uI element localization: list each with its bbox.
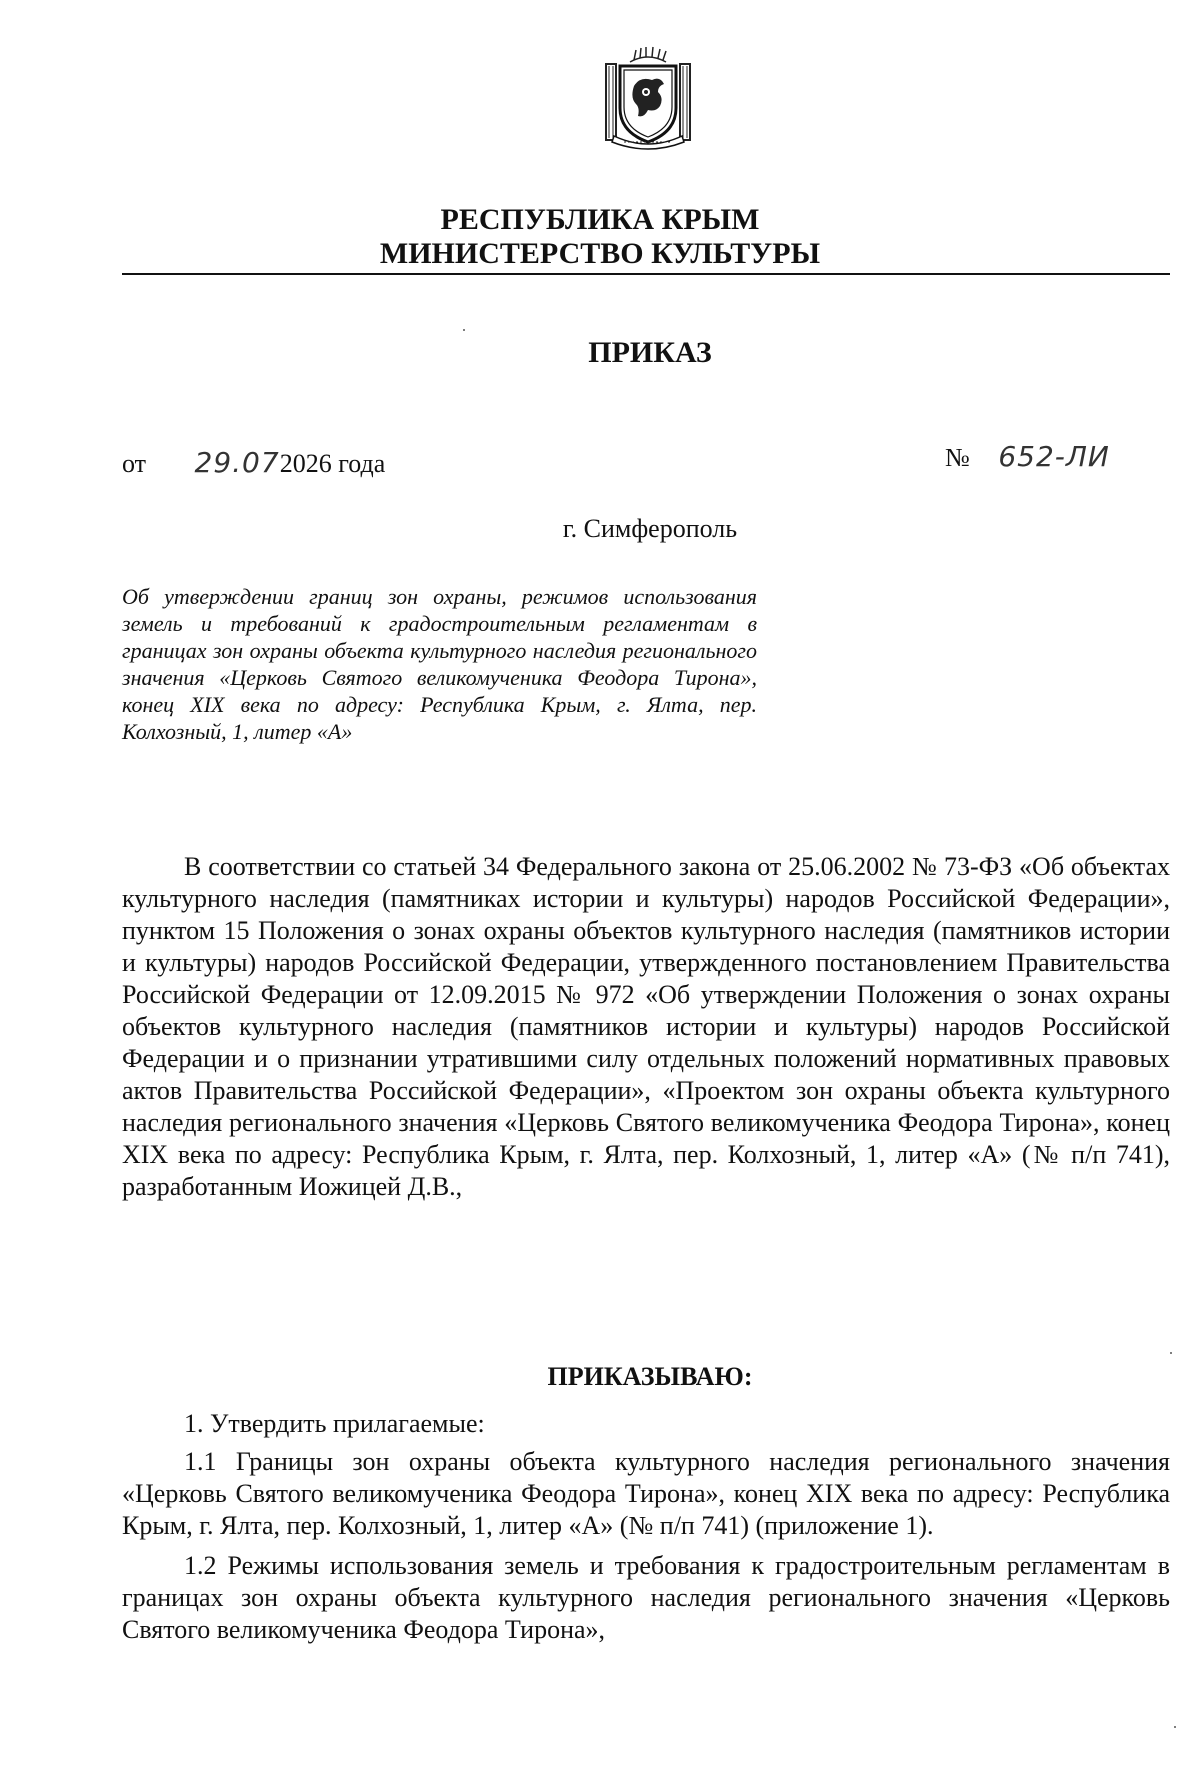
scan-speck	[1170, 1352, 1172, 1354]
ministry-title: МИНИСТЕРСТВО КУЛЬТУРЫ	[379, 237, 821, 270]
scan-speck	[463, 329, 465, 331]
crimea-coat-of-arms-icon	[600, 46, 696, 150]
number-prefix: №	[945, 443, 970, 472]
date-suffix: 2026 года	[279, 449, 386, 478]
date-prefix: от	[122, 449, 147, 478]
republic-title: РЕСПУБЛИКА КРЫМ	[440, 203, 760, 236]
item-1-1: 1.1 Границы зон охраны объекта культурного наследия регионального значения «Церковь Святого великомученика Феодора Тирона», конец XIX века по адресу: Республика Крым, г. Ялта, пер. Колхозный, 1, литер «А» (№ п/п 741) (приложение 1).	[122, 1447, 1170, 1540]
order-items	[122, 1408, 1170, 1646]
item-1: 1. Утвердить прилагаемые:	[184, 1409, 485, 1438]
number-line	[945, 440, 1110, 473]
header-rule	[122, 273, 1170, 275]
item-1-2: 1.2 Режимы использования земель и требования к градостроительным регламентам в границах зон охраны объекта культурного наследия регионального значения «Церковь Святого великомученика Феодора Тирона»,	[122, 1551, 1170, 1644]
date-line	[122, 446, 385, 479]
handwritten-date: 29.07	[194, 446, 280, 479]
document-type-title: ПРИКАЗ	[588, 336, 712, 369]
preamble-paragraph: В соответствии со статьей 34 Федерального закона от 25.06.2002 № 73-ФЗ «Об объектах культурного наследия (памятниках истории и культуры) народов Российской Федерации», пунктом 15 Положения о зонах охраны объектов культурного наследия (памятников истории и культуры) народов Российской Федерации, утвержденного постановлением Правительства Российской Федерации от 12.09.2015 № 972 «Об утверждении Положения о зонах охраны объектов культурного наследия (памятников истории и культуры) народов Российской Федерации и о признании утратившими силу отдельных положений нормативных правовых актов Правительства Российской Федерации», «Проектом зон охраны объекта культурного наследия регионального значения «Церковь Святого великомученика Феодора Тирона», конец XIX века по адресу: Республика Крым, г. Ялта, пер. Колхозный, 1, литер «А» (№ п/п 741), разработанным Иожицей Д.В.,	[122, 852, 1170, 1201]
order-subject: Об утверждении границ зон охраны, режимов использования земель и требований к градостроительным регламентам в границах зон охраны объекта культурного наследия регионального значения «Церковь Святого великомученика Феодора Тирона», конец XIX века по адресу: Республика Крым, г. Ялта, пер. Колхозный, 1, литер «А»	[122, 584, 757, 744]
preamble-block	[122, 851, 1170, 1203]
order-heading: ПРИКАЗЫВАЮ:	[547, 1362, 753, 1391]
city-line: г. Симферополь	[562, 514, 738, 543]
handwritten-number: 652-ЛИ	[998, 440, 1110, 473]
scan-speck	[1174, 1726, 1176, 1728]
